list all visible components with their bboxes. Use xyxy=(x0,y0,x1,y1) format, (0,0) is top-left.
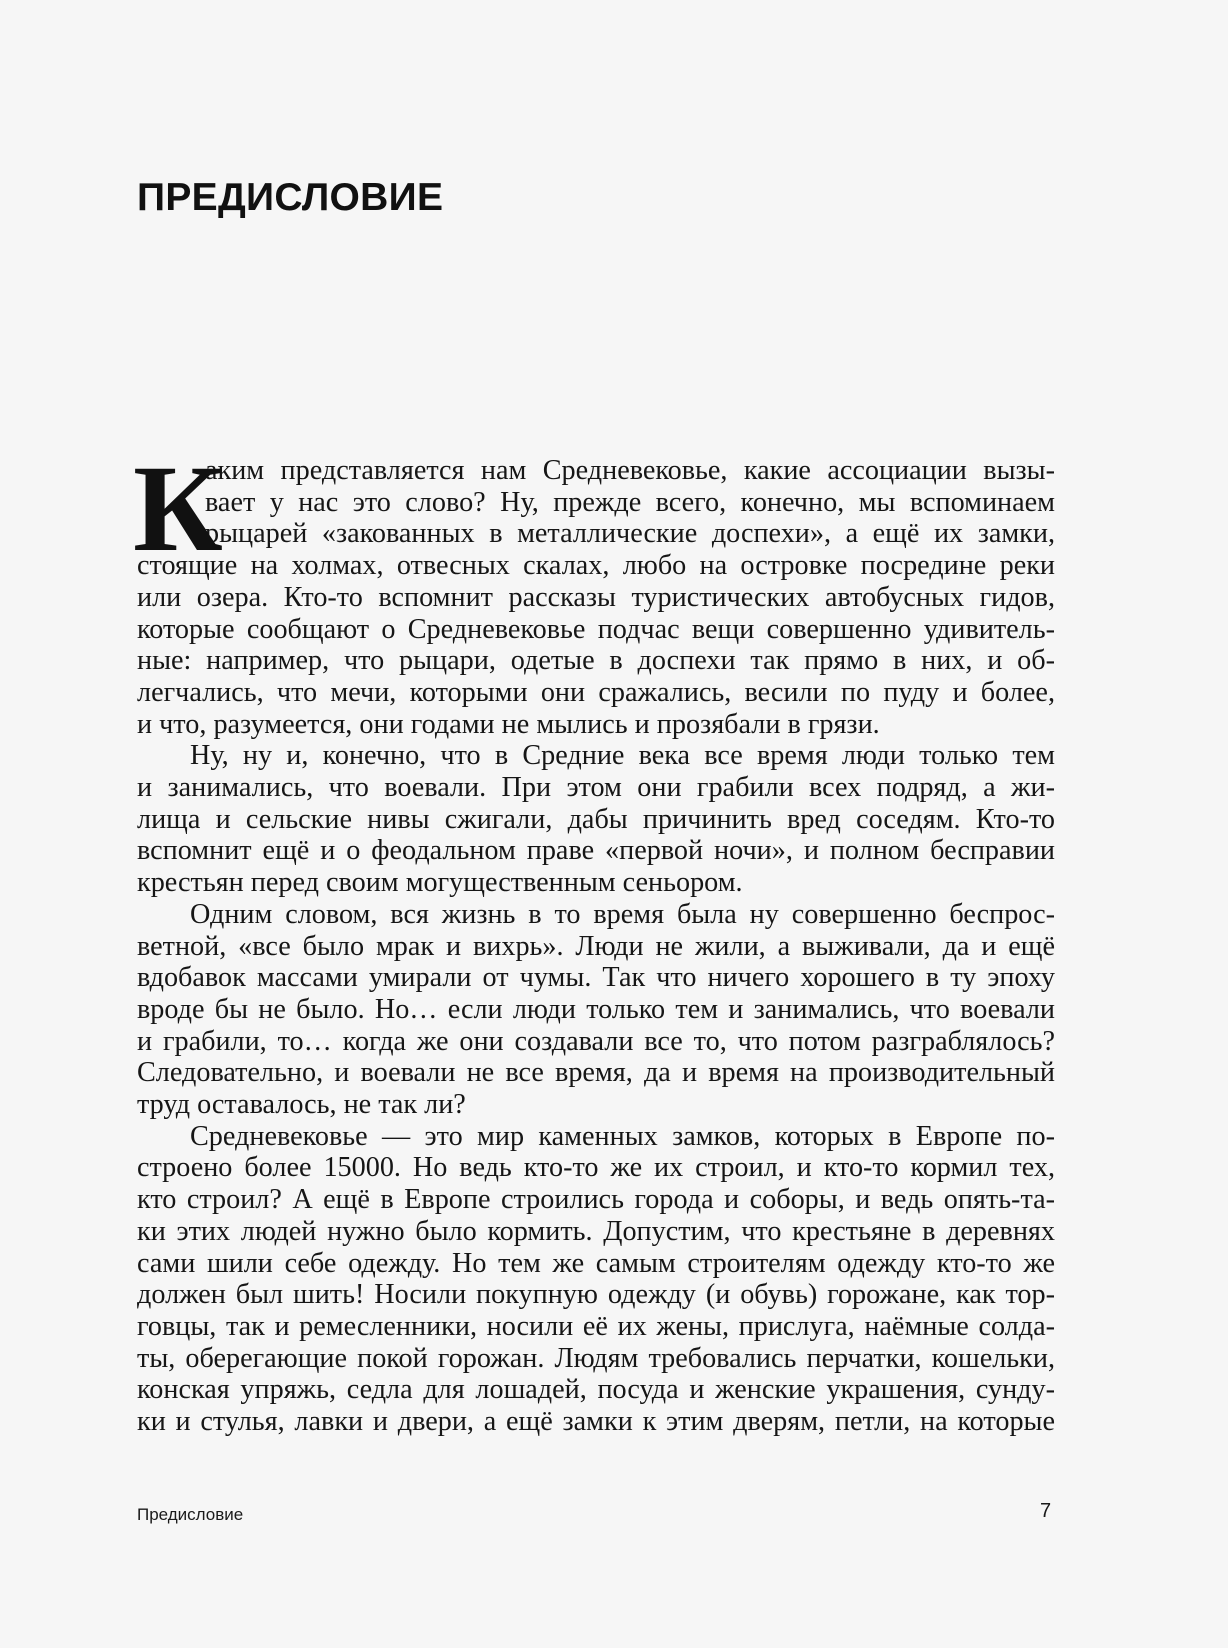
text-line: должен был шить! Носили покупную одежду (и обувь) горожане, как тор- xyxy=(137,1279,1055,1311)
text-line: Одним словом, вся жизнь в то время была ну совершенно беспрос- xyxy=(190,898,1055,930)
drop-cap: К xyxy=(133,440,223,577)
paragraph-3 xyxy=(137,899,1055,1121)
text-line: ветной, «все было мрак и вихрь». Люди не жили, а выживали, да и ещё xyxy=(137,930,1055,962)
text-line: и занимались, что воевали. При этом они грабили всех подряд, а жи- xyxy=(137,772,1055,804)
text-line: и что, разумеется, они годами не мылись и прозябали в грязи. xyxy=(137,708,880,740)
text-line: сами шили себе одежду. Но тем же самым строителям одежду кто-то же xyxy=(137,1247,1055,1279)
text-line: и грабили, то… когда же они создавали все то, что потом разграблялось? xyxy=(137,1025,1055,1057)
text-line: вает у нас это слово? Ну, прежде всего, конечно, мы вспоминаем xyxy=(205,486,1055,518)
text-line: ки и стулья, лавки и двери, а ещё замки к этим дверям, петли, на которые xyxy=(137,1406,1055,1438)
page-number: 7 xyxy=(1040,1500,1052,1522)
text-line: ные: например, что рыцари, одетые в доспехи так прямо в них, и об- xyxy=(137,645,1055,677)
text-line: труд оставалось, не так ли? xyxy=(137,1089,466,1121)
text-line: стоящие на холмах, отвесных скалах, любо на островке посредине реки xyxy=(137,550,1055,582)
text-line: которые сообщают о Средневековье подчас вещи совершенно удивитель- xyxy=(137,613,1055,645)
text-line: ки этих людей нужно было кормить. Допустим, что крестьяне в деревнях xyxy=(137,1215,1055,1247)
text-line: лища и сельские нивы сжигали, дабы причинить вред соседям. Кто-то xyxy=(137,803,1055,835)
text-line: Следовательно, и воевали не все время, да и время на производительный xyxy=(137,1057,1055,1089)
text-line: аким представляется нам Средневековье, какие ассоциации вызы- xyxy=(205,455,1055,486)
running-footer-title: Предисловие xyxy=(137,1505,244,1524)
text-line: вспомнит ещё и о феодальном праве «первой ночи», и полном бесправии xyxy=(137,835,1055,867)
paragraph-2 xyxy=(137,740,1055,899)
text-line: строено более 15000. Но ведь кто-то же их строил, и кто-то кормил тех, xyxy=(137,1152,1055,1184)
text-line: говцы, так и ремесленники, носили её их жены, прислуга, наёмные солда- xyxy=(137,1310,1055,1342)
text-line: Ну, ну и, конечно, что в Средние века все время люди только тем xyxy=(190,740,1055,772)
text-line: Средневековье — это мир каменных замков, которых в Европе по- xyxy=(190,1120,1055,1152)
paragraph-1 xyxy=(133,440,1055,740)
body-text xyxy=(133,440,1055,1438)
chapter-heading: ПРЕДИСЛОВИЕ xyxy=(137,176,444,219)
text-line: рыцарей «закованных в металлические доспехи», а ещё их замки, xyxy=(205,518,1055,550)
text-line: кто строил? А ещё в Европе строились города и соборы, и ведь опять-та- xyxy=(137,1184,1055,1216)
text-line: крестьян перед своим могущественным сеньором. xyxy=(137,867,743,899)
text-line: легчались, что мечи, которыми они сражались, весили по пуду и более, xyxy=(137,676,1055,708)
text-line: вроде бы не было. Но… если люди только тем и занимались, что воевали xyxy=(137,993,1055,1025)
text-line: или озера. Кто-то вспомнит рассказы туристических автобусных гидов, xyxy=(137,581,1055,613)
text-line: конская упряжь, седла для лошадей, посуда и женские украшения, сунду- xyxy=(137,1374,1055,1406)
text-line: ты, оберегающие покой горожан. Людям требовались перчатки, кошельки, xyxy=(137,1342,1055,1374)
text-line: вдобавок массами умирали от чумы. Так что ничего хорошего в ту эпоху xyxy=(137,962,1055,994)
paragraph-4 xyxy=(137,1121,1055,1438)
